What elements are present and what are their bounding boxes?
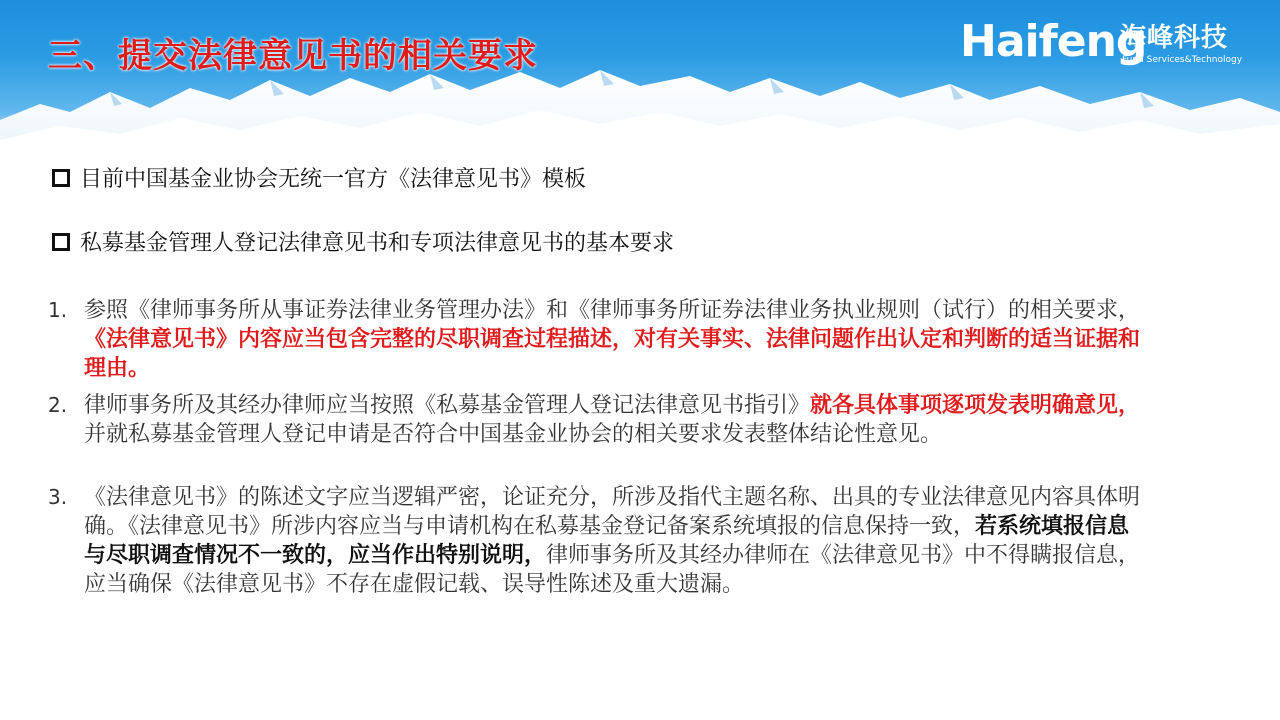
haifeng-logo <box>960 16 1260 72</box>
slide-title: 三、提交法律意见书的相关要求 <box>48 36 538 76</box>
requirements-list <box>48 296 1148 633</box>
item-emphasis-text: 若系统填报信息与尽职调查情况不一致的，应当作出特别说明， <box>84 514 1130 568</box>
logo-chinese-name: 海峰科技 <box>1120 23 1229 53</box>
logo-subtitle: Fund Services&Technology <box>1122 55 1243 65</box>
list-item <box>48 296 1148 386</box>
item-text: 律师事务所及其经办律师应当按照《私募基金管理人登记法律意见书指引》 <box>84 393 811 418</box>
bullet-text: 私募基金管理人登记法律意见书和专项法律意见书的基本要求 <box>80 231 675 256</box>
item-text: 并就私募基金管理人登记申请是否符合中国基金业协会的相关要求发表整体结论性意见。 <box>84 422 943 447</box>
bullet-item <box>52 165 586 195</box>
checkbox-bullet-icon <box>52 169 70 187</box>
item-number: 1. <box>48 298 68 322</box>
item-text: 参照《律师事务所从事证券法律业务管理办法》和《律师事务所证券法律业务执业规则（试行）的相关要求， <box>84 298 1141 323</box>
list-item <box>48 483 1148 633</box>
item-text: 律师事务所及其经办律师在《法律意见书》中不得瞒报信息，应当确保《法律意见书》不存在虚假记载、误导性陈述及重大遗漏。 <box>84 543 1141 597</box>
item-highlight-text: 就各具体事项逐项发表明确意见， <box>810 393 1141 418</box>
item-text: 《法律意见书》的陈述文字应当逻辑严密，论证充分，所涉及指代主题名称、出具的专业法律意见内容具体明确。《法律意见书》所涉内容应当与申请机构在私募基金登记备案系统填报的信息保持一致， <box>84 485 1141 539</box>
item-highlight-text: 《法律意见书》内容应当包含完整的尽职调查过程描述，对有关事实、法律问题作出认定和判断的适当证据和理由。 <box>84 327 1141 381</box>
logo-wordmark: Haifeng <box>960 16 1147 67</box>
checkbox-bullet-icon <box>52 233 70 251</box>
bullet-text: 目前中国基金业协会无统一官方《法律意见书》模板 <box>80 167 587 192</box>
item-number: 3. <box>48 485 68 509</box>
list-item <box>48 391 1148 481</box>
item-number: 2. <box>48 393 68 417</box>
bullet-item <box>52 229 674 259</box>
